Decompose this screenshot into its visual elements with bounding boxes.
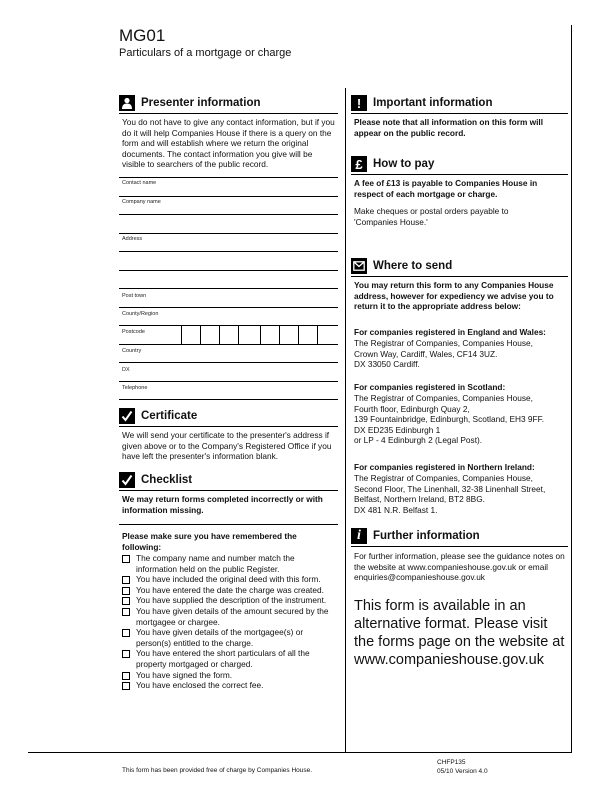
field-rule bbox=[119, 399, 338, 400]
page-right-border bbox=[571, 25, 572, 753]
footer-version: 05/10 Version 4.0 bbox=[437, 768, 488, 775]
country-label: Country bbox=[122, 348, 142, 354]
checklist-item[interactable]: You have signed the form. bbox=[122, 670, 336, 681]
further-text: For further information, please see the guidance notes on the website at www.companieshouse.gov.uk or email enquiries@companieshouse.gov.uk bbox=[354, 551, 565, 583]
checklist-item[interactable]: You have supplied the description of the instrument. bbox=[122, 595, 336, 606]
pay-fee: A fee of £13 is payable to Companies House in respect of each mortgage or charge. bbox=[354, 178, 538, 199]
checkmark-icon bbox=[119, 472, 135, 488]
county-region-field[interactable] bbox=[119, 308, 338, 325]
checkbox[interactable] bbox=[122, 650, 130, 658]
address-line: DX ED235 Edinburgh 1 bbox=[354, 424, 441, 435]
send-intro: You may return this form to any Companies House address, however for expediency we advise you to return it to the appropriate address below: bbox=[354, 280, 554, 312]
checkbox[interactable] bbox=[122, 597, 130, 605]
company-name-field[interactable] bbox=[119, 197, 338, 229]
address-line: The Registrar of Companies, Companies House, bbox=[354, 393, 533, 403]
further-title-rule bbox=[351, 546, 568, 547]
send-title: Where to send bbox=[373, 260, 453, 272]
info-icon: i bbox=[351, 528, 367, 544]
checkbox[interactable] bbox=[122, 608, 130, 616]
dx-label: DX bbox=[122, 367, 130, 373]
address-line: Crown Way, Cardiff, Wales, CF14 3UZ. bbox=[354, 348, 498, 359]
checkbox[interactable] bbox=[122, 629, 130, 637]
telephone-label: Telephone bbox=[122, 385, 148, 391]
checklist-item[interactable]: You have given details of the mortgagee(s) or person(s) entitled to the charge. bbox=[122, 627, 336, 648]
pay-section-header bbox=[351, 156, 568, 172]
scotland-address bbox=[354, 393, 568, 446]
checkmark-icon bbox=[119, 408, 135, 424]
important-title-rule bbox=[351, 113, 568, 114]
checklist-item[interactable]: You have entered the date the charge was created. bbox=[122, 585, 336, 596]
checklist-item[interactable]: You have included the original deed with this form. bbox=[122, 574, 336, 585]
further-section-header bbox=[351, 528, 568, 544]
person-icon bbox=[119, 95, 135, 111]
pay-cheques: Make cheques or postal orders payable to 'Companies House.' bbox=[354, 206, 509, 227]
postcode-box-divider bbox=[181, 325, 182, 344]
checkbox[interactable] bbox=[122, 672, 130, 680]
address-line: DX 33050 Cardiff. bbox=[354, 359, 420, 370]
checkbox[interactable] bbox=[122, 555, 130, 563]
scotland-heading: For companies registered in Scotland: bbox=[354, 382, 506, 392]
checklist-title: Checklist bbox=[141, 474, 193, 486]
send-title-rule bbox=[351, 276, 568, 277]
certificate-title-rule bbox=[119, 426, 338, 427]
form-title: Particulars of a mortgage or charge bbox=[119, 47, 292, 59]
address-line: DX 481 N.R. Belfast 1. bbox=[354, 504, 438, 515]
footer-chfp: CHFP135 bbox=[437, 759, 466, 766]
pay-title-rule bbox=[351, 174, 568, 175]
checklist-item[interactable]: You have enclosed the correct fee. bbox=[122, 680, 336, 691]
presenter-title: Presenter information bbox=[141, 97, 261, 109]
postcode-label: Postcode bbox=[122, 329, 145, 335]
certificate-title: Certificate bbox=[141, 410, 198, 422]
post-town-label: Post town bbox=[122, 293, 147, 299]
checklist-title-rule bbox=[119, 490, 338, 491]
postcode-box-divider bbox=[279, 325, 280, 344]
checklist-section-header bbox=[119, 472, 338, 488]
certificate-text: We will send your certificate to the presenter's address if given above or to the Company's Registered Office if you have left the presenter's information blank. bbox=[122, 430, 332, 462]
address-line: Belfast, Northern Ireland, BT2 8BG. bbox=[354, 494, 485, 505]
checkbox[interactable] bbox=[122, 587, 130, 595]
postcode-box-divider bbox=[317, 325, 318, 344]
england-heading: For companies registered in England and Wales: bbox=[354, 327, 546, 337]
postcode-box-divider bbox=[260, 325, 261, 344]
send-section-header bbox=[351, 258, 568, 274]
address-line: The Registrar of Companies, Companies House, bbox=[354, 473, 533, 483]
address-line: Second Floor, The Linenhall, 32-38 Linenhall Street, bbox=[354, 483, 546, 494]
checklist-item[interactable]: The company name and number match the information held on the public Register. bbox=[122, 553, 336, 574]
important-title: Important information bbox=[373, 97, 493, 109]
certificate-section-header bbox=[119, 408, 338, 424]
checklist-divider bbox=[119, 524, 338, 525]
address-line: Fourth floor, Edinburgh Quay 2, bbox=[354, 403, 470, 414]
england-address bbox=[354, 338, 568, 370]
postcode-box-divider bbox=[219, 325, 220, 344]
field-rule bbox=[119, 251, 338, 252]
dx-field[interactable] bbox=[119, 363, 338, 380]
field-rule bbox=[119, 270, 338, 271]
pound-icon: £ bbox=[351, 156, 367, 172]
ni-address bbox=[354, 473, 568, 515]
column-divider bbox=[345, 88, 346, 752]
country-field[interactable] bbox=[119, 345, 338, 362]
telephone-field[interactable] bbox=[119, 382, 338, 399]
postcode-box-divider bbox=[200, 325, 201, 344]
address-line: 139 Fountainbridge, Edinburgh, Scotland, EH3 9FF. bbox=[354, 414, 545, 425]
post-town-field[interactable] bbox=[119, 289, 338, 306]
form-code: MG01 bbox=[119, 26, 166, 45]
presenter-title-rule bbox=[119, 113, 338, 114]
checkbox[interactable] bbox=[122, 576, 130, 584]
postcode-box-divider bbox=[298, 325, 299, 344]
contact-name-field[interactable] bbox=[119, 178, 338, 194]
checklist-items bbox=[122, 553, 336, 691]
postcode-box-divider bbox=[238, 325, 239, 344]
checklist-item[interactable]: You have entered the short particulars of all the property mortgaged or charged. bbox=[122, 648, 336, 669]
presenter-section-header bbox=[119, 95, 338, 111]
presenter-intro: You do not have to give any contact information, but if you do it will help Companies House if there is a query on the form and will establish where we return the original documents. The contact information you give will be visible to searchers of the public record. bbox=[122, 117, 335, 170]
checklist-warning: We may return forms completed incorrectly or with information missing. bbox=[122, 494, 323, 515]
checklist-item[interactable]: You have given details of the amount secured by the mortgagee or chargee. bbox=[122, 606, 336, 627]
pay-title: How to pay bbox=[373, 158, 435, 170]
page-bottom-border bbox=[28, 752, 572, 753]
checkbox[interactable] bbox=[122, 682, 130, 690]
ni-heading: For companies registered in Northern Ireland: bbox=[354, 462, 535, 472]
contact-name-label: Contact name bbox=[122, 180, 157, 186]
address-line: The Registrar of Companies, Companies House, bbox=[354, 338, 533, 348]
important-section-header bbox=[351, 95, 568, 111]
address-line: or LP - 4 Edinburgh 2 (Legal Post). bbox=[354, 435, 483, 446]
address-field[interactable] bbox=[119, 234, 338, 288]
address-label: Address bbox=[122, 236, 143, 242]
company-name-label: Company name bbox=[122, 199, 161, 205]
county-region-label: County/Region bbox=[122, 311, 159, 317]
footer-free-note: This form has been provided free of charge by Companies House. bbox=[122, 767, 313, 774]
exclamation-icon: ! bbox=[351, 95, 367, 111]
envelope-icon bbox=[351, 258, 367, 274]
field-rule bbox=[119, 214, 338, 215]
further-title: Further information bbox=[373, 530, 480, 542]
alt-format-notice: This form is available in an alternative format. Please visit the forms page on the website at www.companieshouse.gov.uk bbox=[354, 598, 565, 668]
checklist-intro: Please make sure you have remembered the following: bbox=[122, 531, 297, 552]
important-text: Please note that all information on this form will appear on the public record. bbox=[354, 117, 544, 138]
